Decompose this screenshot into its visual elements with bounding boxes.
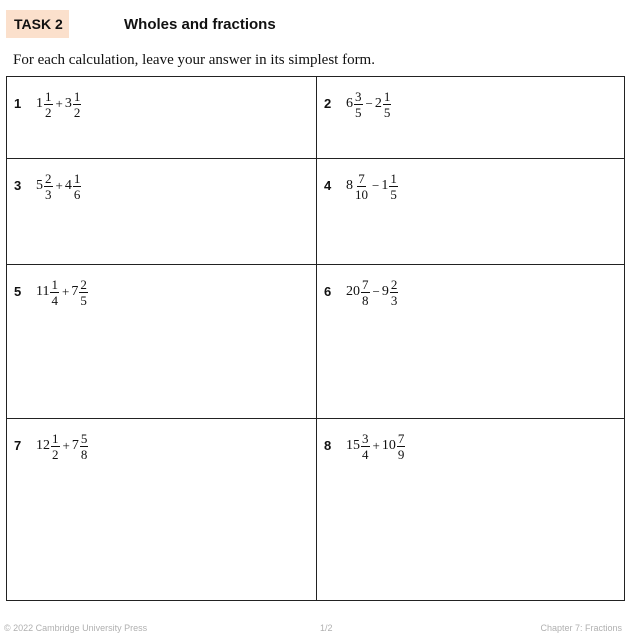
whole-number: 3 (64, 96, 72, 111)
numerator: 1 (73, 88, 81, 104)
numerator: 2 (45, 170, 52, 186)
whole-number: 9 (381, 284, 389, 299)
question-expression (346, 87, 392, 121)
question-cell-4 (317, 159, 624, 265)
question-expression (36, 87, 82, 121)
operator: + (55, 178, 63, 193)
fraction (390, 277, 399, 308)
question-number: 6 (324, 284, 332, 299)
whole-number: 20 (346, 284, 360, 299)
denominator: 4 (362, 446, 369, 462)
denominator: 5 (383, 104, 391, 120)
operator: + (55, 96, 63, 111)
fraction (397, 431, 406, 462)
question-expression (36, 169, 82, 203)
denominator: 5 (390, 186, 397, 202)
question-number: 7 (14, 438, 22, 453)
fraction (73, 89, 82, 120)
numerator: 1 (51, 276, 58, 292)
question-cell-7 (7, 419, 317, 600)
question-cell-6 (317, 265, 624, 419)
fraction (80, 431, 89, 462)
numerator: 2 (390, 276, 398, 292)
fraction (361, 277, 370, 308)
operator: − (372, 284, 380, 299)
numerator: 1 (52, 430, 59, 446)
operator: + (61, 284, 70, 299)
whole-number: 11 (36, 284, 50, 299)
denominator: 4 (51, 292, 58, 308)
denominator: 8 (80, 446, 88, 462)
page-title: Wholes and fractions (124, 16, 276, 33)
operator: + (372, 438, 380, 453)
question-grid (6, 76, 625, 601)
fraction (79, 277, 88, 308)
whole-number: 12 (36, 438, 50, 453)
denominator: 3 (390, 292, 398, 308)
question-number: 1 (14, 96, 22, 111)
footer-chapter: Chapter 7: Fractions (540, 623, 622, 633)
whole-number: 2 (374, 96, 382, 111)
fraction (73, 171, 82, 202)
numerator: 1 (383, 88, 391, 104)
whole-number: 8 (346, 178, 353, 193)
question-number: 4 (324, 178, 332, 193)
numerator: 7 (358, 170, 365, 186)
fraction (389, 171, 398, 202)
question-cell-2 (317, 77, 624, 159)
fraction (354, 171, 369, 202)
whole-number: 7 (71, 438, 79, 453)
operator: − (372, 178, 380, 193)
numerator: 3 (355, 88, 362, 104)
question-expression (346, 169, 399, 203)
whole-number: 1 (36, 96, 43, 111)
denominator: 6 (73, 186, 81, 202)
whole-number: 15 (346, 438, 360, 453)
question-number: 2 (324, 96, 332, 111)
numerator: 2 (80, 276, 87, 292)
task-badge: TASK 2 (6, 10, 69, 38)
whole-number: 10 (381, 438, 396, 453)
question-cell-1 (7, 77, 317, 159)
denominator: 2 (73, 104, 81, 120)
denominator: 3 (45, 186, 52, 202)
denominator: 2 (52, 446, 59, 462)
numerator: 7 (362, 276, 369, 292)
question-expression (36, 275, 89, 309)
whole-number: 1 (381, 178, 389, 193)
denominator: 5 (355, 104, 362, 120)
whole-number: 5 (36, 178, 43, 193)
numerator: 3 (362, 430, 369, 446)
question-expression (346, 275, 399, 309)
fraction (383, 89, 392, 120)
footer-page-number: 1/2 (320, 623, 333, 633)
question-cell-8 (317, 419, 624, 600)
fraction (44, 171, 53, 202)
question-number: 3 (14, 178, 22, 193)
whole-number: 4 (64, 178, 72, 193)
numerator: 5 (80, 430, 88, 446)
question-expression (346, 429, 406, 463)
numerator: 1 (45, 88, 52, 104)
denominator: 8 (362, 292, 369, 308)
fraction (354, 89, 363, 120)
question-number: 8 (324, 438, 332, 453)
denominator: 5 (80, 292, 87, 308)
fraction (361, 431, 370, 462)
operator: − (365, 96, 373, 111)
fraction (50, 277, 59, 308)
denominator: 10 (355, 186, 368, 202)
fraction (51, 431, 60, 462)
footer-copyright: © 2022 Cambridge University Press (4, 623, 148, 633)
numerator: 7 (397, 430, 405, 446)
question-cell-5 (7, 265, 317, 419)
denominator: 2 (45, 104, 52, 120)
numerator: 1 (73, 170, 81, 186)
numerator: 1 (390, 170, 397, 186)
denominator: 9 (397, 446, 405, 462)
question-number: 5 (14, 284, 22, 299)
question-expression (36, 429, 89, 463)
operator: + (62, 438, 70, 453)
whole-number: 6 (346, 96, 353, 111)
question-cell-3 (7, 159, 317, 265)
whole-number: 7 (71, 284, 79, 299)
fraction (44, 89, 53, 120)
instruction-text: For each calculation, leave your answer in its simplest form. (13, 52, 375, 68)
